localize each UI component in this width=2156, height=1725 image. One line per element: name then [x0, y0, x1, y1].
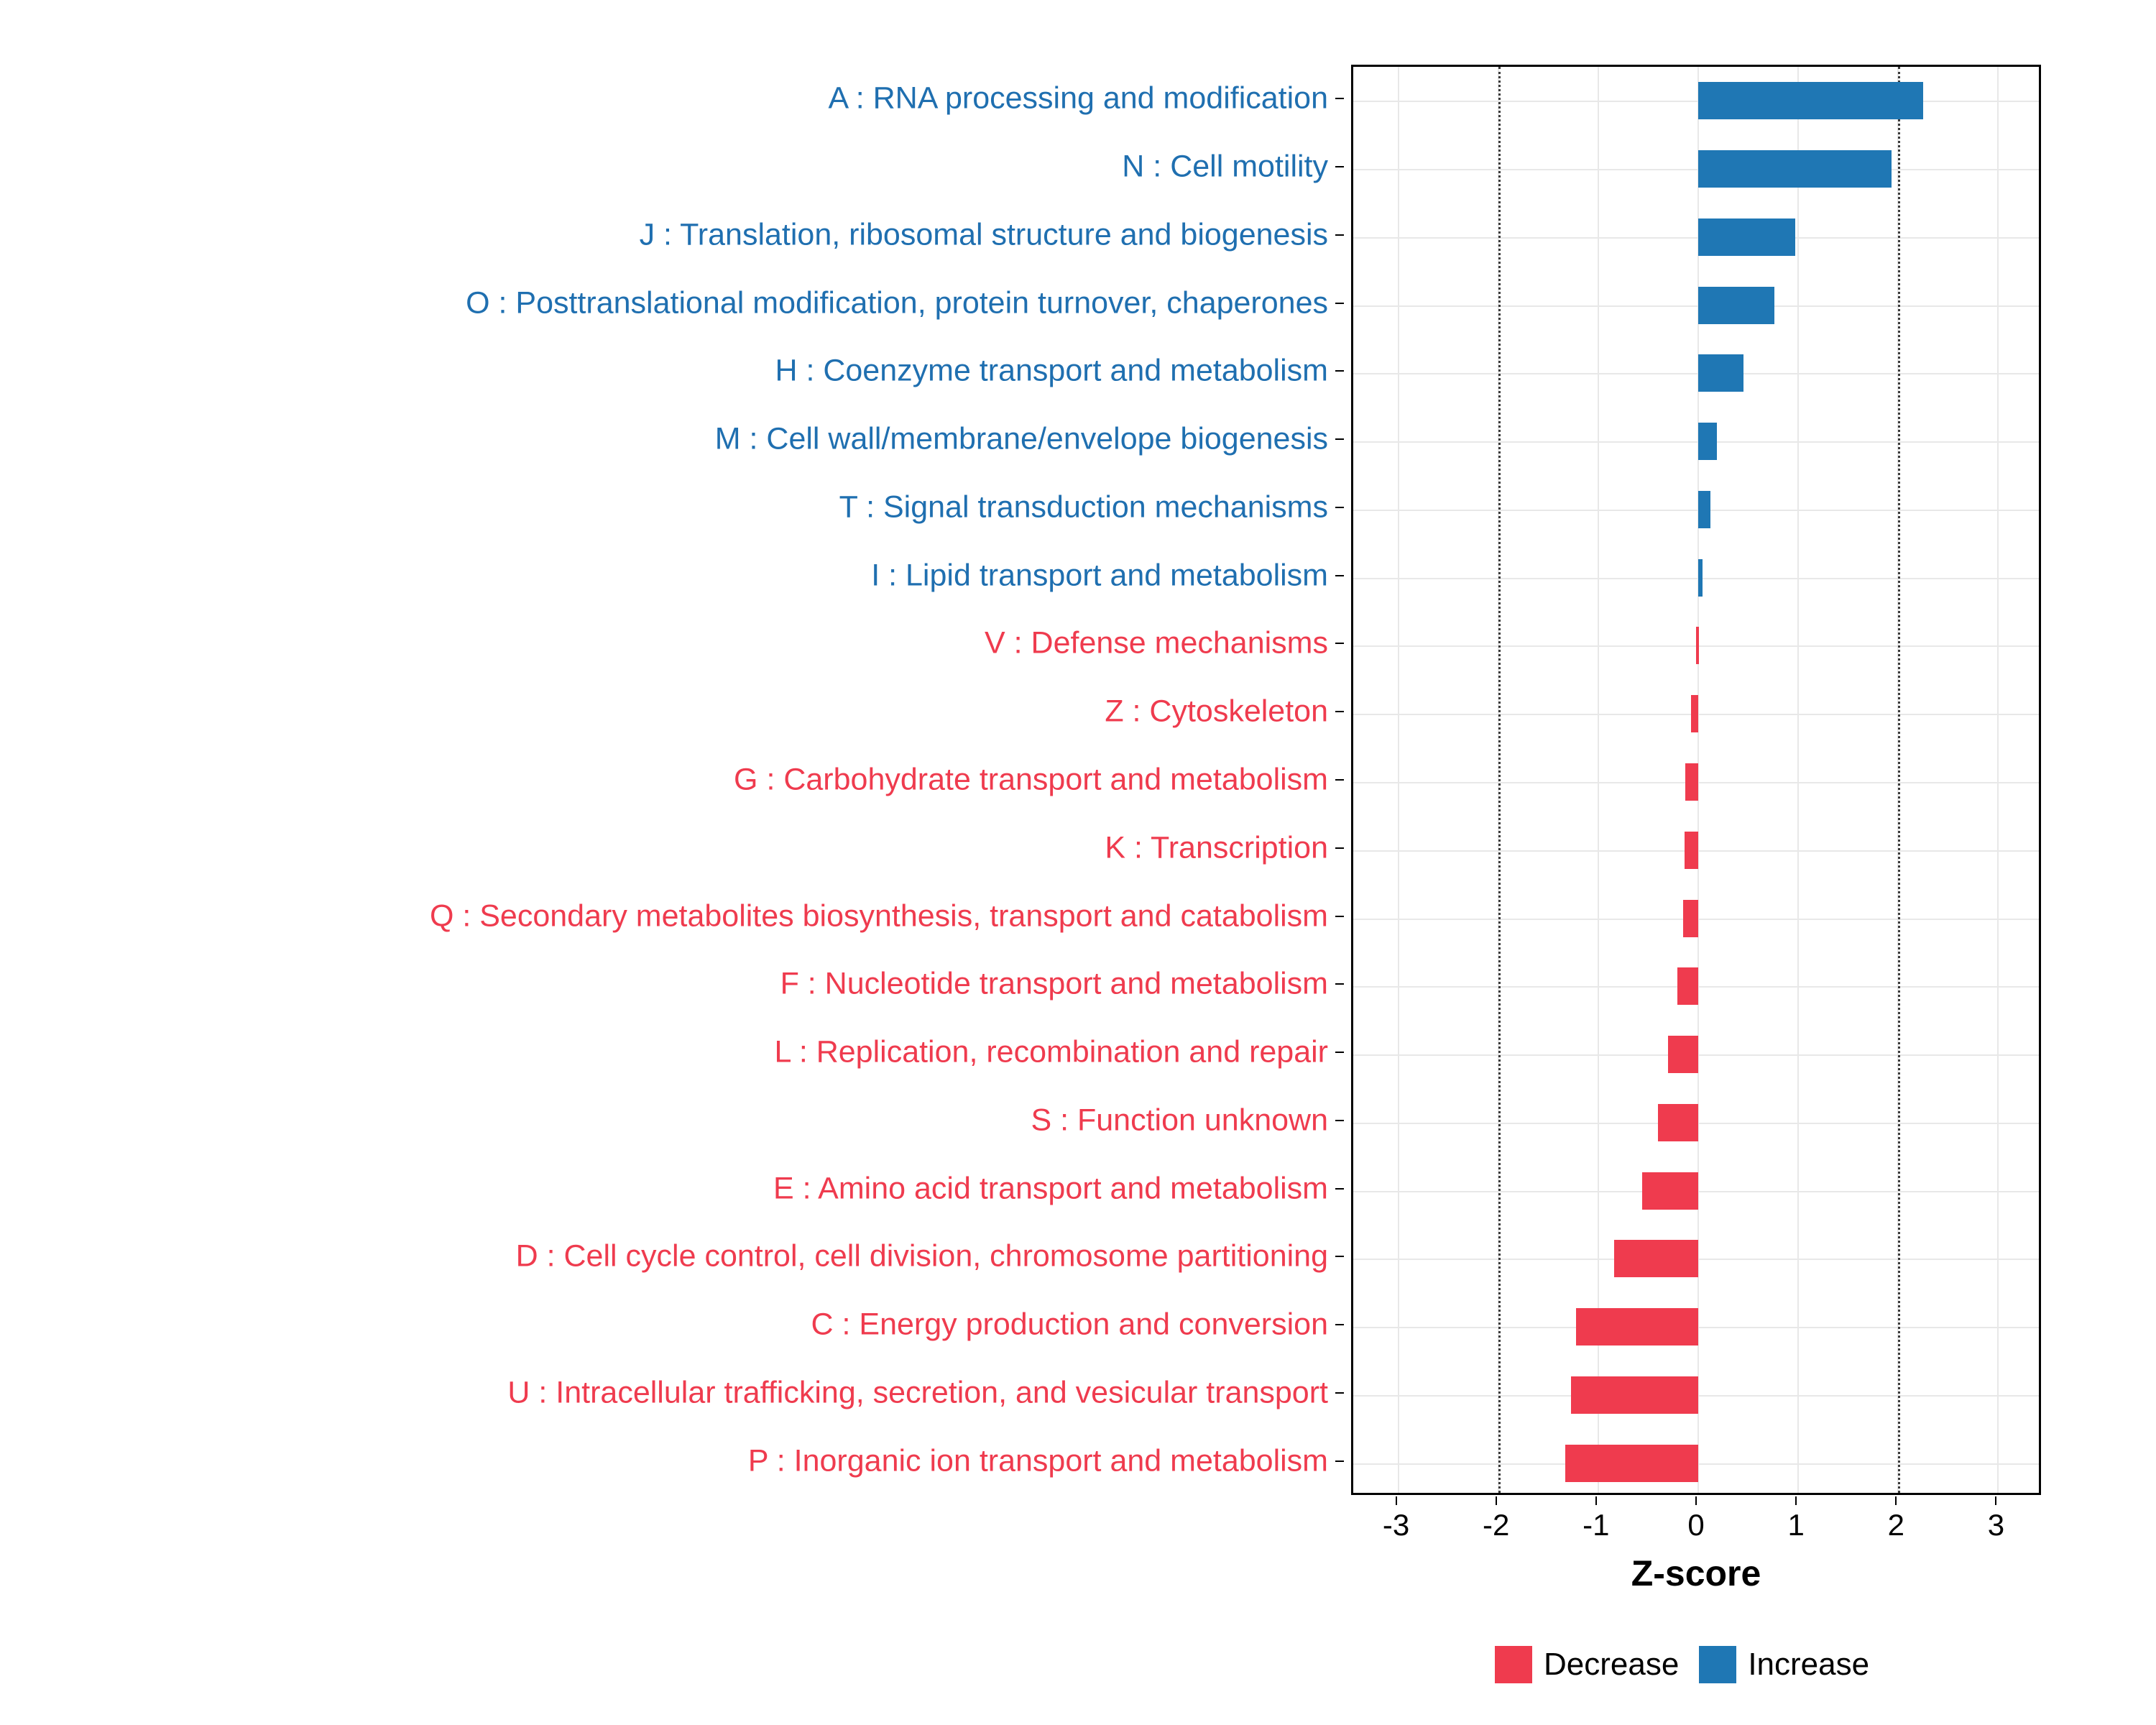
bar: [1668, 1036, 1698, 1073]
category-label: E : Amino acid transport and metabolism: [773, 1171, 1328, 1206]
y-tick-mark: [1335, 507, 1344, 508]
category-label: P : Inorganic ion transport and metabolism: [747, 1443, 1328, 1478]
x-tick-label: 0: [1687, 1508, 1705, 1542]
x-axis-title: Z-score: [1631, 1553, 1761, 1593]
legend-item[interactable]: [1699, 1646, 1869, 1683]
category-label: Q : Secondary metabolites biosynthesis, transport and catabolism: [429, 898, 1328, 934]
bar: [1565, 1445, 1698, 1482]
grid-line-horizontal: [1353, 510, 2039, 511]
y-tick-mark: [1335, 1052, 1344, 1053]
y-tick-mark: [1335, 1256, 1344, 1257]
y-tick-mark: [1335, 1188, 1344, 1190]
reference-line: [1498, 67, 1501, 1493]
grid-line-horizontal: [1353, 305, 2039, 307]
x-tick-mark: [1695, 1496, 1697, 1505]
category-label: C : Energy production and conversion: [811, 1307, 1328, 1342]
category-label: L : Replication, recombination and repair: [774, 1034, 1328, 1070]
x-tick-label: 2: [1887, 1508, 1904, 1542]
bar: [1698, 218, 1795, 256]
category-label-axis: [0, 65, 1344, 1495]
category-label: N : Cell motility: [1122, 149, 1328, 184]
bar: [1685, 763, 1698, 801]
category-label: S : Function unknown: [1031, 1103, 1328, 1138]
y-tick-mark: [1335, 234, 1344, 236]
x-tick-mark: [1595, 1496, 1597, 1505]
category-label: T : Signal transduction mechanisms: [839, 489, 1328, 525]
bar: [1677, 967, 1698, 1005]
category-label: D : Cell cycle control, cell division, chromosome partitioning: [515, 1238, 1328, 1274]
grid-line-vertical: [1797, 67, 1799, 1493]
x-tick-label: -1: [1583, 1508, 1610, 1542]
legend-swatch: [1495, 1646, 1532, 1683]
x-tick-label: -2: [1483, 1508, 1510, 1542]
y-tick-mark: [1335, 303, 1344, 304]
x-tick-mark: [1396, 1496, 1397, 1505]
bar: [1696, 627, 1699, 664]
category-label: I : Lipid transport and metabolism: [871, 558, 1328, 593]
grid-line-horizontal: [1353, 441, 2039, 443]
legend-swatch: [1699, 1646, 1736, 1683]
grid-line-vertical: [1997, 67, 1999, 1493]
category-label: A : RNA processing and modification: [828, 80, 1328, 116]
bar: [1691, 695, 1698, 732]
x-tick-label: 3: [1987, 1508, 2005, 1542]
y-tick-mark: [1335, 370, 1344, 372]
grid-line-horizontal: [1353, 169, 2039, 170]
y-tick-mark: [1335, 847, 1344, 849]
category-label: K : Transcription: [1105, 830, 1328, 865]
x-tick-mark: [1795, 1496, 1797, 1505]
legend: [1495, 1646, 1869, 1683]
grid-line-vertical: [1398, 67, 1399, 1493]
bar: [1642, 1172, 1698, 1210]
y-tick-mark: [1335, 1120, 1344, 1121]
category-label: J : Translation, ribosomal structure and biogenesis: [639, 217, 1328, 252]
y-tick-mark: [1335, 1324, 1344, 1325]
y-tick-mark: [1335, 916, 1344, 917]
category-label: H : Coenzyme transport and metabolism: [775, 353, 1328, 388]
reference-line: [1898, 67, 1900, 1493]
legend-label: Increase: [1748, 1647, 1870, 1682]
bar: [1614, 1240, 1698, 1277]
bar: [1698, 82, 1923, 119]
y-tick-mark: [1335, 779, 1344, 781]
y-tick-mark: [1335, 98, 1344, 99]
legend-item[interactable]: [1495, 1646, 1679, 1683]
category-label: Z : Cytoskeleton: [1105, 694, 1328, 729]
category-label: F : Nucleotide transport and metabolism: [780, 966, 1328, 1001]
y-tick-mark: [1335, 575, 1344, 576]
grid-line-horizontal: [1353, 373, 2039, 374]
bar: [1698, 150, 1892, 188]
grid-line-horizontal: [1353, 578, 2039, 579]
x-tick-label: 1: [1787, 1508, 1805, 1542]
x-tick-label: -3: [1382, 1508, 1410, 1542]
x-tick-mark: [1995, 1496, 1996, 1505]
x-tick-mark: [1496, 1496, 1497, 1505]
y-tick-mark: [1335, 983, 1344, 985]
bar: [1683, 900, 1698, 937]
legend-label: Decrease: [1544, 1647, 1680, 1682]
bar: [1698, 354, 1743, 392]
grid-line-vertical: [1598, 67, 1599, 1493]
y-tick-mark: [1335, 711, 1344, 712]
y-tick-mark: [1335, 166, 1344, 167]
category-label: U : Intracellular trafficking, secretion, and vesicular transport: [507, 1375, 1328, 1410]
bar: [1685, 832, 1698, 869]
y-tick-mark: [1335, 438, 1344, 440]
y-tick-mark: [1335, 1460, 1344, 1462]
category-label: O : Posttranslational modification, protein turnover, chaperones: [466, 285, 1328, 321]
bar: [1571, 1376, 1698, 1414]
bar: [1698, 423, 1717, 460]
bar: [1698, 559, 1703, 597]
x-tick-mark: [1895, 1496, 1897, 1505]
grid-line-horizontal: [1353, 237, 2039, 239]
category-label: M : Cell wall/membrane/envelope biogenesis: [714, 421, 1328, 456]
y-tick-mark: [1335, 1392, 1344, 1394]
plot-area: [1351, 65, 2041, 1495]
y-tick-mark: [1335, 643, 1344, 644]
bar: [1698, 491, 1710, 528]
category-label: G : Carbohydrate transport and metabolism: [734, 762, 1328, 797]
category-label: V : Defense mechanisms: [985, 625, 1328, 661]
bar: [1658, 1104, 1698, 1141]
bar: [1698, 287, 1774, 324]
grid-line-horizontal: [1353, 101, 2039, 102]
bar: [1576, 1308, 1698, 1346]
